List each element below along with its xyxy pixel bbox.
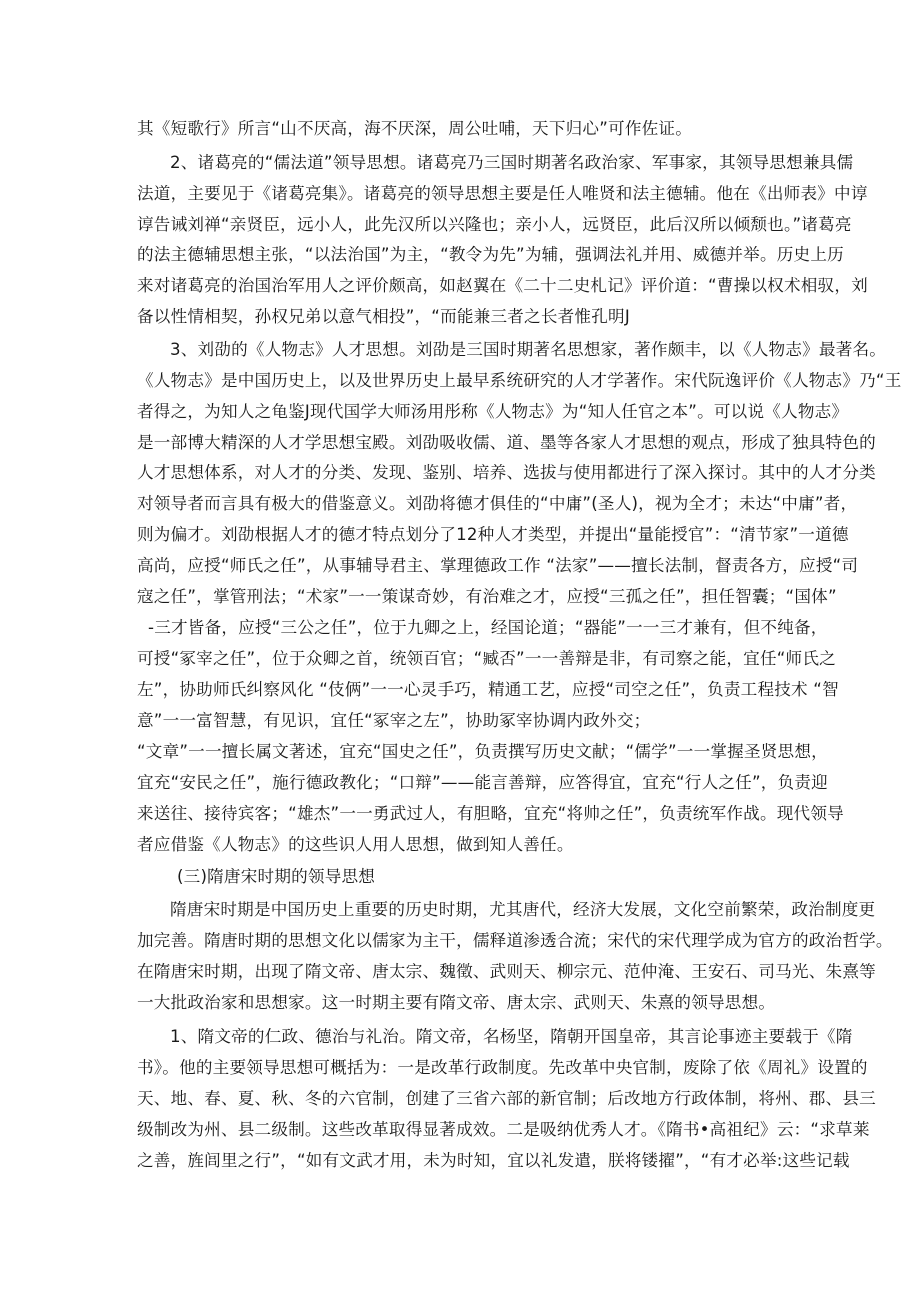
text-line: 对领导者而言具有极大的借鉴意义。刘劭将德才俱佳的“中庸”(圣人)，视为全才；未达“中庸”者，: [137, 494, 858, 513]
text-line: -三才皆备，应授“三公之任”，位于九卿之上，经国论道；“器能”一一三才兼有，但不纯备，: [148, 618, 828, 637]
text-line: 《人物志》是中国历史上，以及世界历史上最早系统研究的人才学著作。宋代阮逸评价《人物志》乃“王: [137, 371, 902, 390]
text-line: 左”，协助师氏纠察风化 “伎俩”一一心灵手巧，精通工艺，应授“司空之任”，负责工程技术 “智: [137, 680, 839, 699]
text-line: 高尚，应授“师氏之任”，从事辅导君主、掌理德政工作 “法家”——擅长法制，督责各方，应授“司: [137, 556, 859, 575]
text-line: 则为偏才。刘劭根据人才的德才特点划分了12种人才类型，并提出“量能授官”：“清节家”一道德: [137, 525, 849, 544]
text-line: 宜充“安民之任”，施行德政教化；“口辩”——能言善辩，应答得宜，宜充“行人之任”，负责迎: [137, 773, 828, 792]
text-line: 隋唐宋时期是中国历史上重要的历史时期，尤其唐代，经济大发展，文化空前繁荣，政治制度更: [170, 900, 876, 919]
text-line: 是一部博大精深的人才学思想宝殿。刘劭吸收儒、道、墨等各家人才思想的观点，形成了独具特色的: [137, 433, 876, 452]
text-line: 人才思想体系，对人才的分类、发现、鉴别、培养、选拔与使用都进行了深入探讨。其中的人才分类: [137, 463, 876, 482]
section-heading: (三)隋唐宋时期的领导思想: [177, 867, 376, 886]
text-line: 之善，旌闾里之行”，“如有文武才用，未为时知，宜以礼发遣，朕将镂擢”，“有才必举:这些记载: [137, 1151, 850, 1170]
text-line: 来送往、接待宾客；“雄杰”一一勇武过人，有胆略，宜充“将帅之任”，负责统军作战。现代领导: [137, 804, 844, 823]
text-line: 3、刘劭的《人物志》人才思想。刘劭是三国时期著名思想家，著作颇丰，以《人物志》最著名。: [170, 340, 887, 359]
text-line: 在隋唐宋时期，出现了隋文帝、唐太宗、魏徵、武则天、柳宗元、范仲淹、王安石、司马光、朱熹等: [137, 962, 876, 981]
text-line: 天、地、春、夏、秋、冬的六官制，创建了三省六部的新官制；后改地方行政体制，将州、郡、县三: [137, 1089, 876, 1108]
text-line: 谆告诫刘禅“亲贤臣，远小人，此先汉所以兴隆也；亲小人，远贤臣，此后汉所以倾颓也。”诸葛亮: [137, 215, 852, 234]
text-line: 书》。他的主要领导思想可概括为：一是改革行政制度。先改革中央官制，废除了依《周礼》设置的: [137, 1058, 868, 1077]
text-line: 法道，主要见于《诸葛亮集》。诸葛亮的领导思想主要是任人唯贤和法主德辅。他在《出师表》中谆: [137, 184, 868, 203]
text-line: 者得之，为知人之龟鉴J现代国学大师汤用彤称《人物志》为“知人任官之本”。可以说《人物志》: [137, 402, 849, 421]
text-line: 其《短歌行》所言“山不厌高，海不厌深，周公吐哺，天下归心”可作佐证。: [137, 119, 692, 138]
text-line: 1、隋文帝的仁政、德治与礼治。隋文帝，名杨坚，隋朝开国皇帝，其言论事迹主要载于《隋: [170, 1027, 853, 1046]
text-line: 的法主德辅思想主张，“以法治国”为主，“教令为先”为辅，强调法礼并用、威德并举。历史上历: [137, 245, 844, 264]
text-line: 意”一一富智慧，有见识，宜任“冢宰之左”，协助冢宰协调内政外交；: [137, 711, 651, 730]
text-line: 寇之任”，掌管刑法；“术家”一一策谋奇妙，有治难之才，应授“三孤之任”，担任智囊；“国体”: [137, 587, 837, 606]
text-line: 备以性情相契，孙权兄弟以意气相投”，“而能兼三者之长者惟孔明J: [137, 307, 630, 326]
text-line: “文章”一一擅长属文著述，宜充“国史之任”，负责撰写历史文献；“儒学”一一掌握圣贤思想，: [137, 742, 828, 761]
text-line: 一大批政治家和思想家。这一时期主要有隋文帝、唐太宗、武则天、朱熹的领导思想。: [137, 993, 776, 1012]
text-line: 级制改为州、县二级制。这些改革取得显著成效。二是吸纳优秀人才。《隋书•高祖纪》云：“求草莱: [137, 1120, 870, 1139]
text-line: 者应借鉴《人物志》的这些识人用人思想，做到知人善任。: [137, 835, 574, 854]
text-line: 可授“冢宰之任”，位于众卿之首，统领百官；“臧否”一一善辩是非，有司察之能，宜任“师氏之: [137, 649, 836, 668]
text-line: 来对诸葛亮的治国治军用人之评价颇高，如赵翼在《二十二史札记》评价道：“曹操以权术相驭，刘: [137, 276, 868, 295]
text-line: 2、诸葛亮的“儒法道”领导思想。诸葛亮乃三国时期著名政治家、军事家，其领导思想兼具儒: [170, 153, 854, 172]
text-line: 加完善。隋唐时期的思想文化以儒家为主干，儒释道渗透合流；宋代的宋代理学成为官方的政治哲学。: [137, 931, 893, 950]
